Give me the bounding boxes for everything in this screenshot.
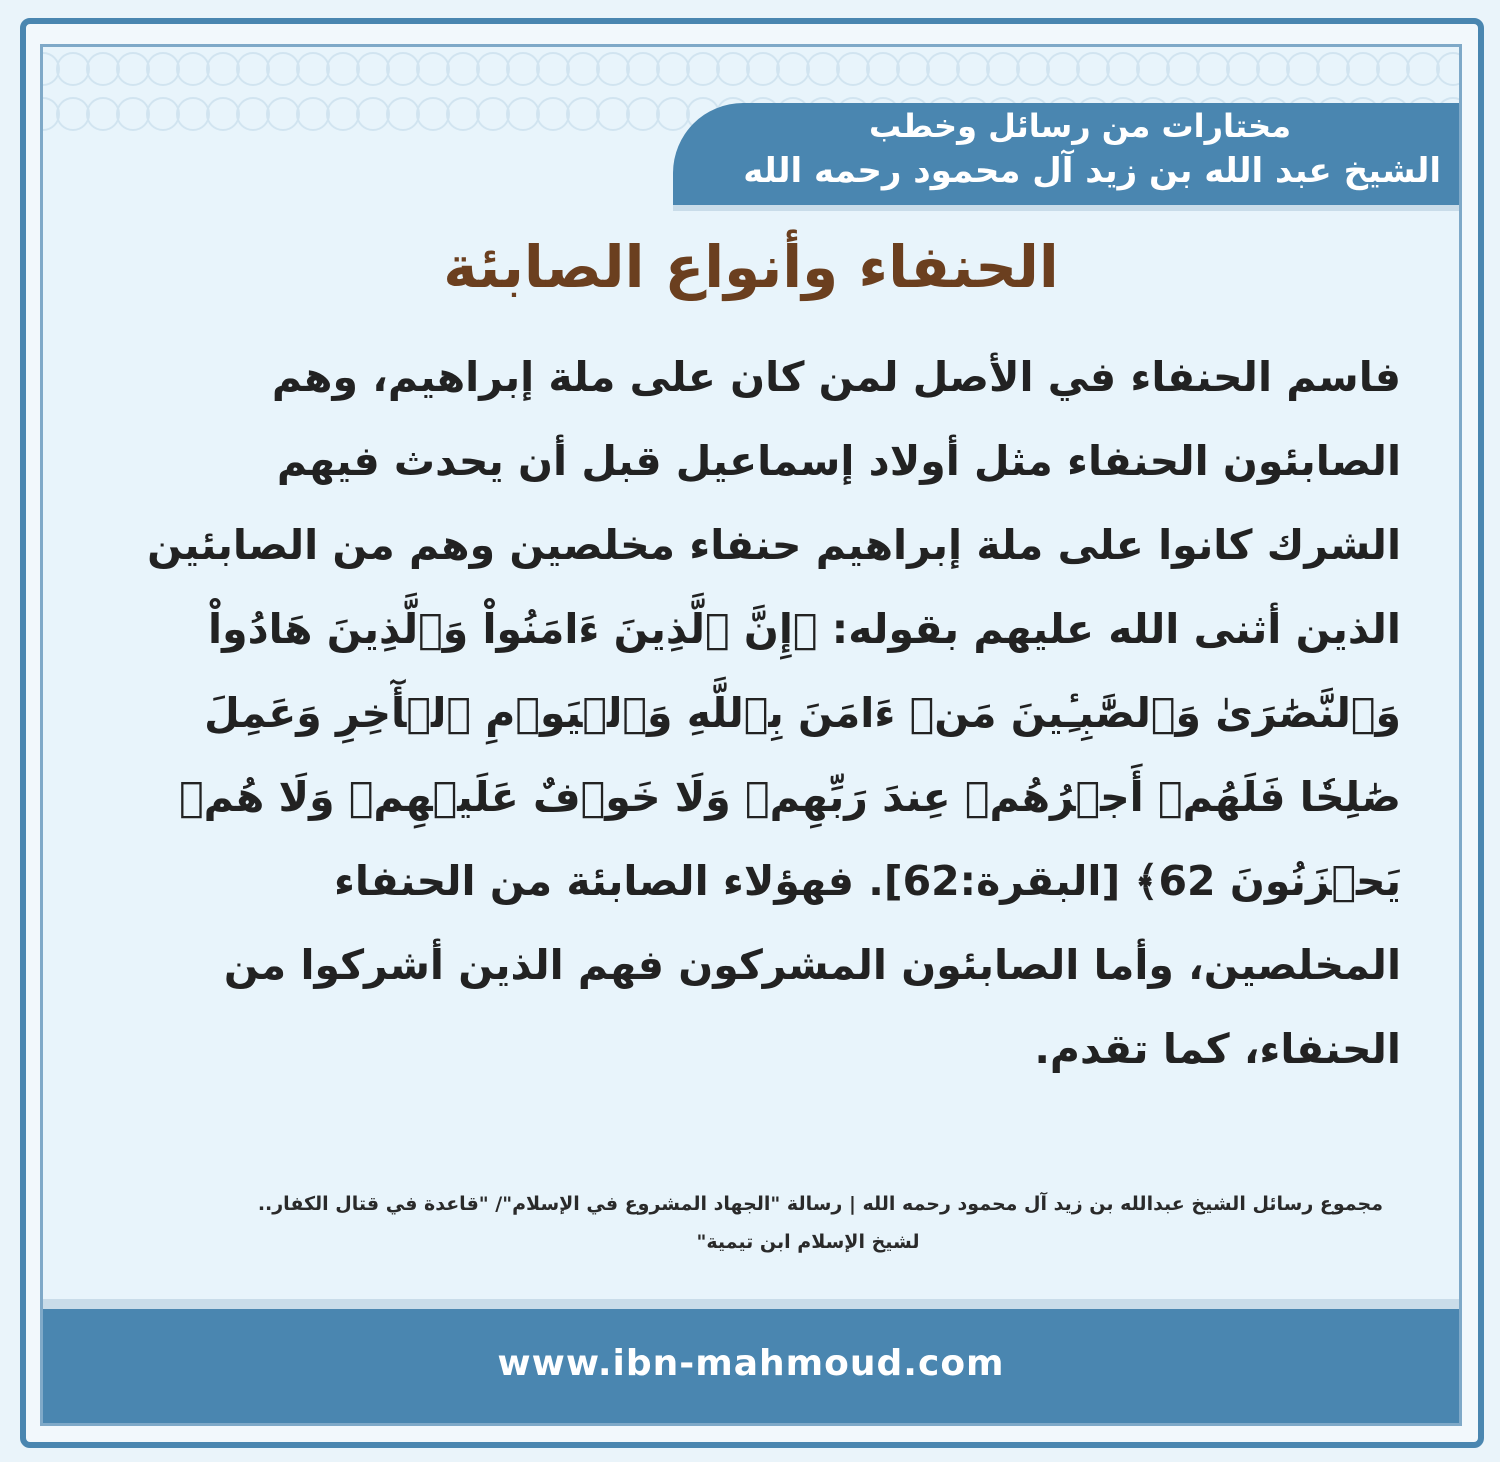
inner-frame xyxy=(40,44,1462,1426)
header-author: الشيخ عبد الله بن زيد آل محمود رحمه الله xyxy=(743,151,1441,191)
source-line-2: لشيخ الإسلام ابن تيمية" xyxy=(696,1231,920,1253)
header-subtitle: مختارات من رسائل وخطب xyxy=(868,107,1291,145)
source-citation xyxy=(113,1185,1383,1261)
source-line-1: مجموع رسائل الشيخ عبدالله بن زيد آل محمود رحمه الله | رسالة "الجهاد المشروع في الإسلام"/ "قاعدة في قتال الكفار.. xyxy=(257,1193,1383,1215)
footer-bar xyxy=(43,1299,1459,1423)
page-title: الحنفاء وأنواع الصابئة xyxy=(443,233,1059,301)
header-banner xyxy=(673,103,1459,211)
website-link[interactable]: www.ibn-mahmoud.com xyxy=(497,1343,1005,1384)
main-paragraph: فاسم الحنفاء في الأصل لمن كان على ملة إبراهيم، وهم الصابئون الحنفاء مثل أولاد إسماعيل قبل أن يحدث فيهم الشرك كانوا على ملة إبراهيم حنفاء مخلصين وهم من الصابئين الذين أثنى الله عليهم بقوله: ﴿إِنَّ ٱلَّذِينَ ءَامَنُواْ وَٱلَّذِينَ هَادُواْ وَٱلنَّصَٰرَىٰ وَٱلصَّٰبِـِٔينَ مَنۡ ءَامَنَ بِٱللَّهِ وَٱلۡيَوۡمِ ٱلۡأٓخِرِ وَعَمِلَ صَٰلِحٗا فَلَهُمۡ أَجۡرُهُمۡ عِندَ رَبِّهِمۡ وَلَا خَوۡفٌ عَلَيۡهِمۡ وَلَا هُمۡ يَحۡزَنُونَ 62﴾ [البقرة:62]. فهؤلاء الصابئة من الحنفاء المخلصين، وأما الصابئون المشركون فهم الذين أشركوا من الحنفاء، كما تقدم. xyxy=(147,353,1401,1073)
